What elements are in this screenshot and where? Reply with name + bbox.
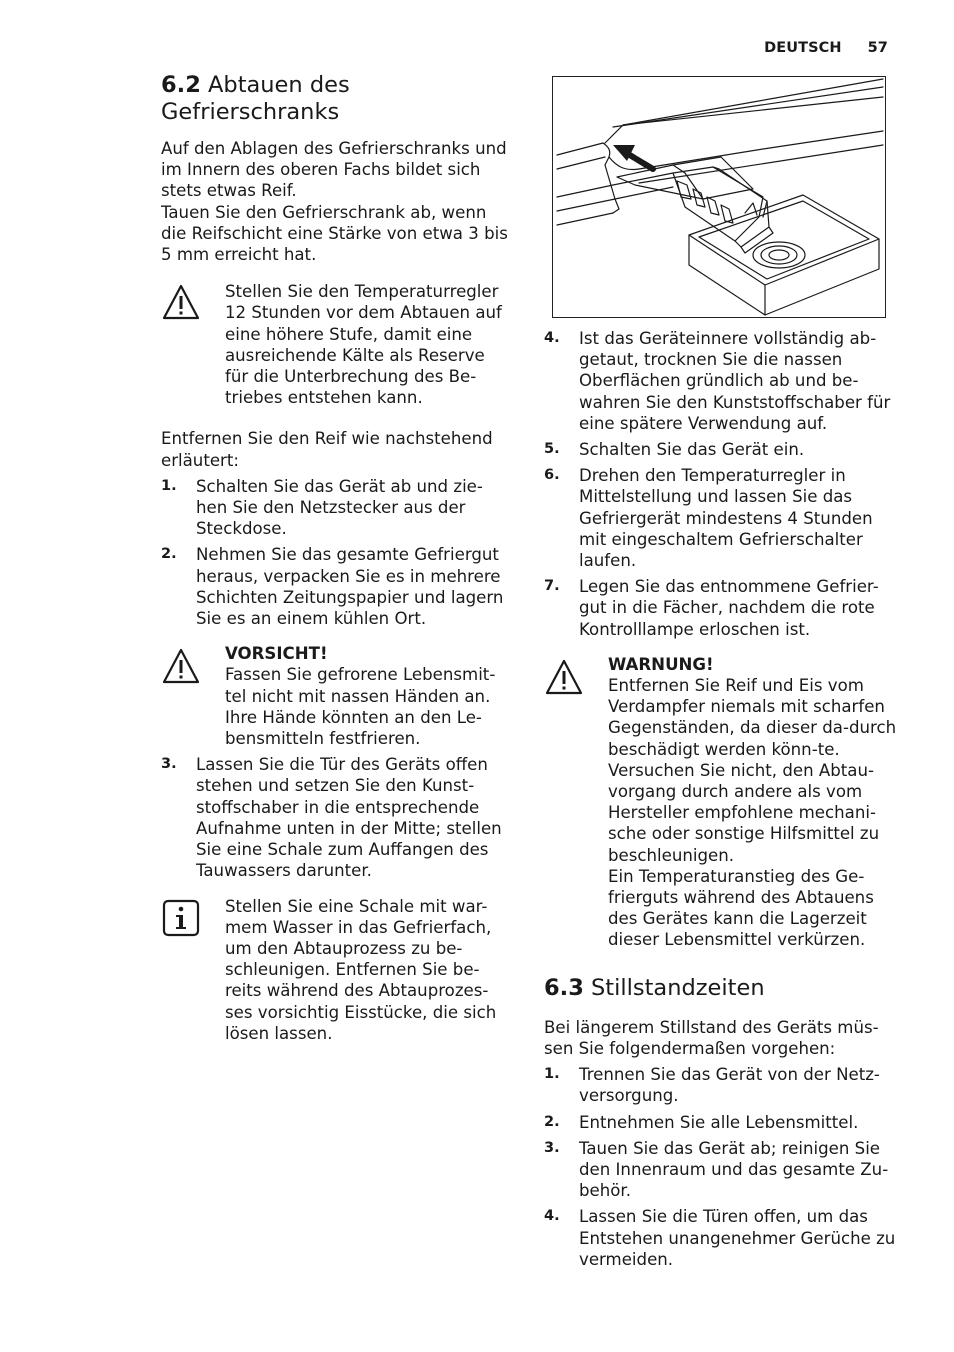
info-note <box>161 896 513 1044</box>
caution-text: Fassen Sie gefrorene Lebensmit-tel nicht mit nassen Händen an. Ihre Hände könnten an den Le-bensmitteln festfrieren. <box>225 665 496 749</box>
info-note-text: Stellen Sie eine Schale mit war-mem Wasser in das Gefrierfach, um den Abtauprozess zu be-schleunigen. Entfernen Sie be-reits während des Abtauprozes-ses vorsichtig Eisstücke, die sich lösen lassen. <box>225 896 497 1043</box>
right-column <box>544 328 898 1275</box>
list-item <box>161 544 513 629</box>
steps-list-b <box>161 754 513 881</box>
step-number: 3. <box>161 756 177 773</box>
step-text: Tauen Sie das Gerät ab; reinigen Sie den Innenraum und das gesamte Zu-behör. <box>579 1138 889 1201</box>
section-6-3-intro: Bei längerem Stillstand des Geräts müs-sen Sie folgendermaßen vorgehen: <box>544 1017 879 1058</box>
steps-list-c <box>544 328 898 640</box>
list-item <box>544 1064 898 1106</box>
warning-paragraph-1: Entfernen Sie Reif und Eis vom Verdampfer niemals mit scharfen Gegenständen, da dieser da-durch beschädigt werden könn-te. <box>608 676 897 759</box>
page-number: 57 <box>867 40 888 56</box>
step-number: 1. <box>161 477 177 494</box>
step-text: Lassen Sie die Tür des Geräts offen stehen und setzen Sie den Kunst-stoffschaber in die entsprechende Aufnahme unten in der Mitte; stellen Sie eine Schale zum Auffangen des Tauwassers darunter. <box>196 755 502 881</box>
step-number: 4. <box>544 1208 560 1225</box>
section-number: 6.2 <box>161 72 201 98</box>
steps-list-d <box>544 1064 898 1270</box>
step-text: Entnehmen Sie alle Lebensmittel. <box>579 1112 859 1132</box>
step-text: Nehmen Sie das gesamte Gefriergut heraus, verpacken Sie es in mehrere Schichten Zeitungspapier und lagern Sie es an einem kühlen Ort. <box>196 545 504 629</box>
section-title: Stillstandzeiten <box>591 974 765 1001</box>
warning-title: WARNUNG! <box>608 654 714 674</box>
section-6-2-title <box>161 72 513 126</box>
defrost-illustration <box>552 76 886 318</box>
step-number: 6. <box>544 467 560 484</box>
step-text: Drehen den Temperaturregler in Mittelstellung und lassen Sie das Gefriergerät mindestens 4 Stunden mit eingeschaltem Gefrierschalter laufen. <box>579 466 873 571</box>
step-number: 5. <box>544 441 560 458</box>
info-icon <box>161 898 201 938</box>
list-item <box>544 1112 898 1133</box>
list-item <box>544 1206 898 1270</box>
step-text: Schalten Sie das Gerät ein. <box>579 440 805 460</box>
step-number: 2. <box>161 546 177 563</box>
page-header <box>764 38 888 59</box>
caution-title: VORSICHT! <box>225 644 328 664</box>
step-number: 2. <box>544 1113 560 1130</box>
warning-triangle-icon <box>544 658 584 698</box>
step-number: 4. <box>544 330 560 346</box>
list-item <box>544 576 898 640</box>
warning-note-1-text: Stellen Sie den Temperaturregler 12 Stunden vor dem Abtauen auf eine höhere Stufe, damit eine ausreichende Kälte als Reserve für die Unterbrechung des Be-triebes entstehen kann. <box>225 282 502 408</box>
warning-triangle-icon <box>161 283 201 323</box>
step-text: Trennen Sie das Gerät von der Netz-versorgung. <box>579 1065 880 1106</box>
section-label: DEUTSCH <box>764 40 842 56</box>
step-text: Lassen Sie die Türen offen, um das Entstehen unangenehmer Gerüche zu vermeiden. <box>579 1207 896 1269</box>
section-6-3-title <box>544 975 898 1002</box>
remove-intro: Entfernen Sie den Reif wie nachstehend erläutert: <box>161 429 493 470</box>
list-item <box>544 1138 898 1202</box>
title-line2: Gefrierschranks <box>161 99 340 125</box>
section-number: 6.3 <box>544 974 584 1001</box>
step-number: 3. <box>544 1139 560 1156</box>
warning-paragraph-2: Versuchen Sie nicht, den Abtau-vorgang durch andere als vom Hersteller empfohlene mechani-sche oder sonstige Hilfsmittel zu beschleunigen. <box>608 760 880 865</box>
defrost-scraper-drawing <box>553 77 885 317</box>
steps-list-a <box>161 476 513 629</box>
left-column <box>161 72 513 1044</box>
list-item <box>544 465 898 571</box>
warning-note-2 <box>544 654 898 951</box>
step-text: Schalten Sie das Gerät ab und zie-hen Sie den Netzstecker aus der Steckdose. <box>196 476 483 539</box>
warning-triangle-icon <box>161 647 201 687</box>
step-text: Legen Sie das entnommene Gefrier-gut in die Fächer, nachdem die rote Kontrolllampe erloschen ist. <box>579 577 879 639</box>
list-item <box>544 439 898 460</box>
list-item <box>161 476 513 540</box>
step-number: 7. <box>544 578 560 595</box>
step-text: Ist das Geräteinnere vollständig ab-getaut, trocknen Sie die nassen Oberflächen gründlich ab und be-wahren Sie den Kunststoffschaber für eine spätere Verwendung auf. <box>579 329 891 433</box>
list-item <box>544 328 898 434</box>
list-item <box>161 754 513 881</box>
step-number: 1. <box>544 1066 560 1083</box>
intro-paragraph-2: Tauen Sie den Gefrierschrank ab, wenn die Reifschicht eine Stärke von etwa 3 bis 5 mm erreicht hat. <box>161 202 508 265</box>
intro-paragraph-1: Auf den Ablagen des Gefrierschranks und im Innern des oberen Fachs bildet sich stets etwas Reif. <box>161 139 507 201</box>
warning-paragraph-3: Ein Temperaturanstieg des Ge-frierguts während des Abtauens des Gerätes kann die Lagerzeit dieser Lebensmittel verkürzen. <box>608 866 874 950</box>
title-line1: Abtauen des <box>208 72 350 98</box>
caution-note <box>161 643 513 749</box>
warning-note-1 <box>161 281 513 408</box>
